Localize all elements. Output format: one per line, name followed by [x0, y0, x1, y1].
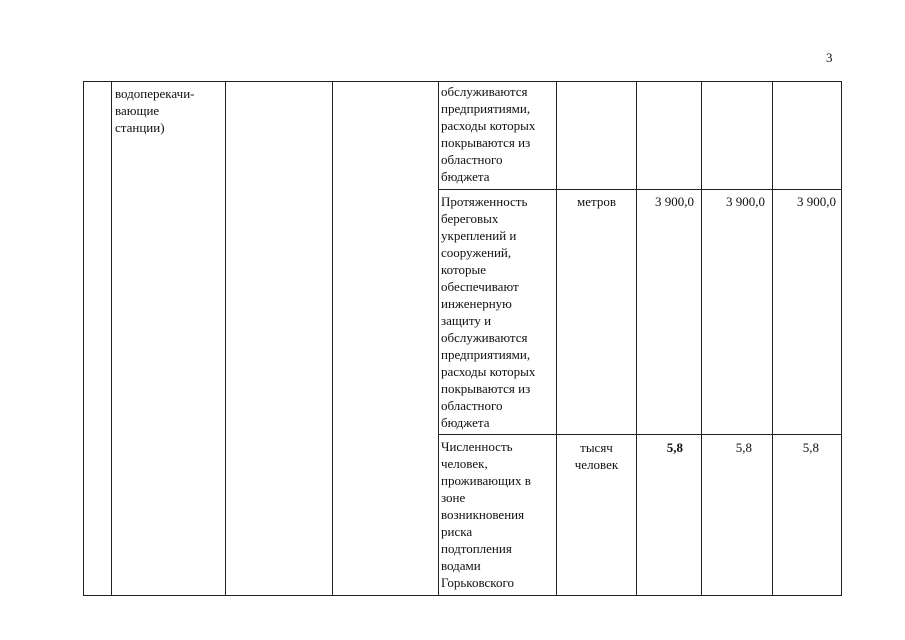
- table-border-bottom: [83, 595, 842, 596]
- row-line-1: [438, 189, 842, 190]
- col-line-9: [841, 81, 842, 596]
- row2-value-2: 5,8: [735, 440, 752, 455]
- col-line-1: [111, 81, 112, 596]
- row1-indicator: Протяженность береговых укреплений и сооружений, которые обеспечивают инженерную защиту и обслуживаются предприятиями, расходы которых покрываются из областного бюджета: [441, 194, 536, 430]
- table-border-top: [83, 81, 842, 82]
- col-line-6: [636, 81, 637, 596]
- row2-unit: тысяч человек: [574, 440, 619, 472]
- row1-unit: метров: [577, 194, 616, 209]
- row1-value-1: 3 900,0: [655, 194, 694, 209]
- col-line-8: [772, 81, 773, 596]
- row-line-2: [438, 434, 842, 435]
- row1-value-2: 3 900,0: [726, 194, 765, 209]
- data-table: [83, 81, 842, 596]
- col1-text: водоперекачи- вающие станции): [115, 86, 195, 135]
- row1-value-3: 3 900,0: [797, 194, 836, 209]
- page-number: 3: [826, 50, 833, 65]
- col-line-5: [556, 81, 557, 596]
- col-line-7: [701, 81, 702, 596]
- col-line-4: [438, 81, 439, 596]
- col-line-2: [225, 81, 226, 596]
- col-line-3: [332, 81, 333, 596]
- row2-value-1: 5,8: [666, 440, 683, 455]
- row2-value-3: 5,8: [802, 440, 819, 455]
- col-line-0: [83, 81, 84, 596]
- row0-indicator: обслуживаются предприятиями, расходы которых покрываются из областного бюджета: [441, 84, 536, 184]
- row2-indicator: Численность человек, проживающих в зоне возникновения риска подтопления водами Горьковского: [441, 439, 531, 590]
